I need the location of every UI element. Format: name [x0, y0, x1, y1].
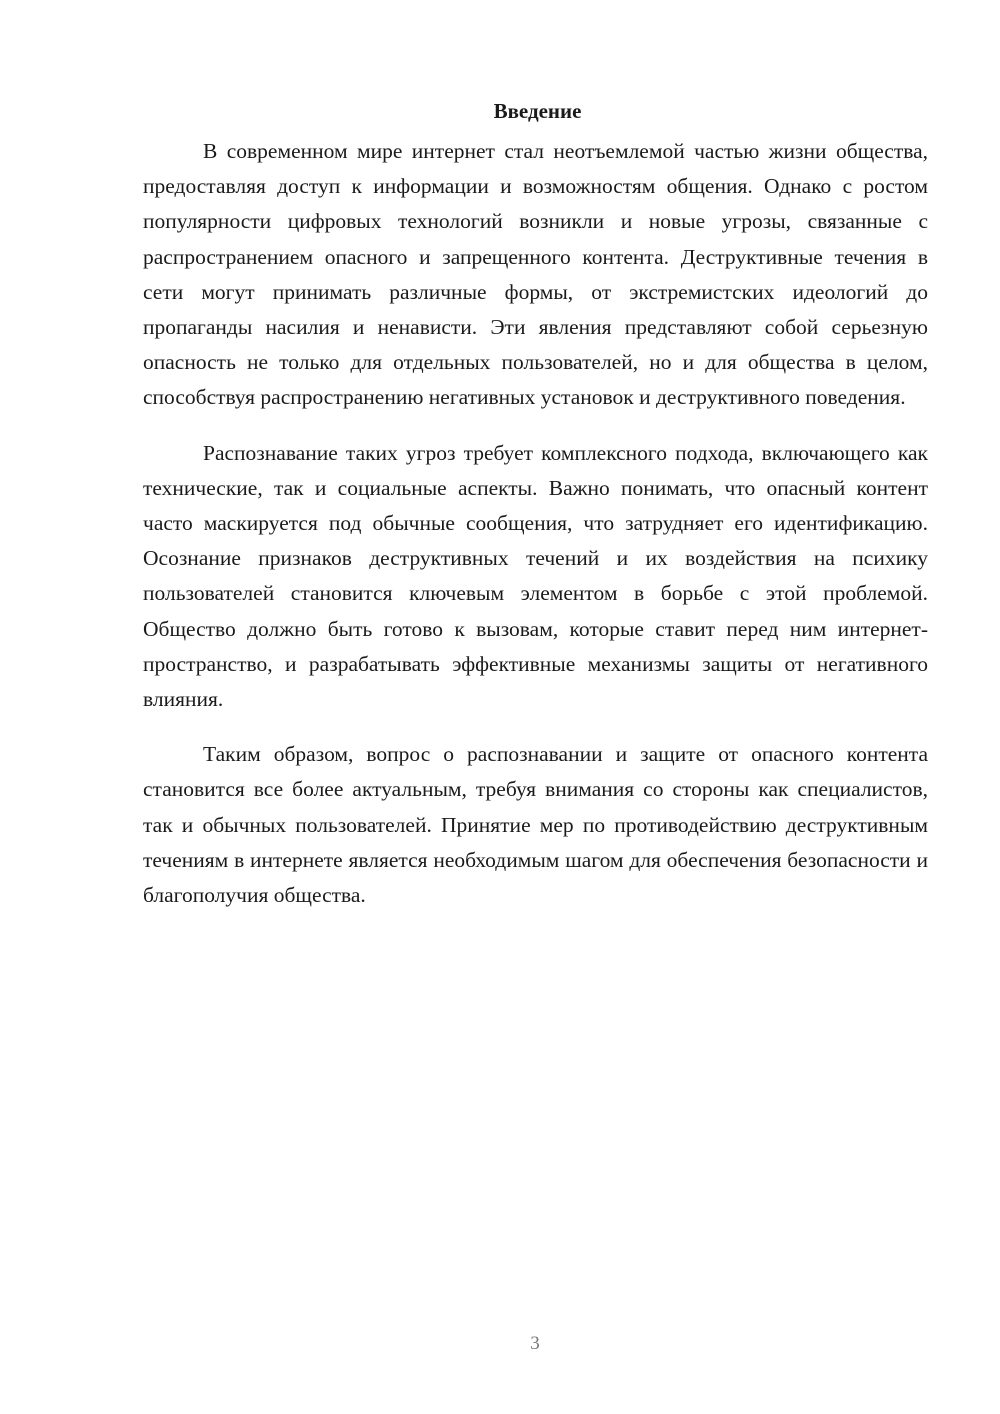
paragraph-1: В современном мире интернет стал неотъемлемой частью жизни общества, предоставляя доступ к информации и возможностям общения. Однако с ростом популярности цифровых технологий возникли и новые угрозы, связанные с распространением опасного и запрещенного контента. Деструктивные течения в сети могут принимать различные формы, от экстремистских идеологий до пропаганды насилия и ненависти. Эти явления представляют собой серьезную опасность не только для отдельных пользователей, но и для общества в целом, способствуя распространению негативных установок и деструктивного поведения. — [143, 139, 928, 410]
section-title: Введение — [493, 99, 582, 123]
paragraph-2: Распознавание таких угроз требует комплексного подхода, включающего как технические, так и социальные аспекты. Важно понимать, что опасный контент часто маскируется под обычные сообщения, что затрудняет его идентификацию. Осознание признаков деструктивных течений и их воздействия на психику пользователей становится ключевым элементом в борьбе с этой проблемой. Общество должно быть готово к вызовам, которые ставит перед ним интернет-пространство, и разрабатывать эффективные механизмы защиты от негативного влияния. — [143, 440, 928, 712]
paragraph-3: Таким образом, вопрос о распознавании и защите от опасного контента становится все более актуальным, требуя внимания со стороны как специалистов, так и обычных пользователей. Принятие мер по противодействию деструктивным течениям в интернете является необходимым шагом для обеспечения безопасности и благополучия общества. — [143, 742, 928, 908]
page-number: 3 — [530, 1333, 540, 1354]
page-content — [143, 96, 928, 933]
